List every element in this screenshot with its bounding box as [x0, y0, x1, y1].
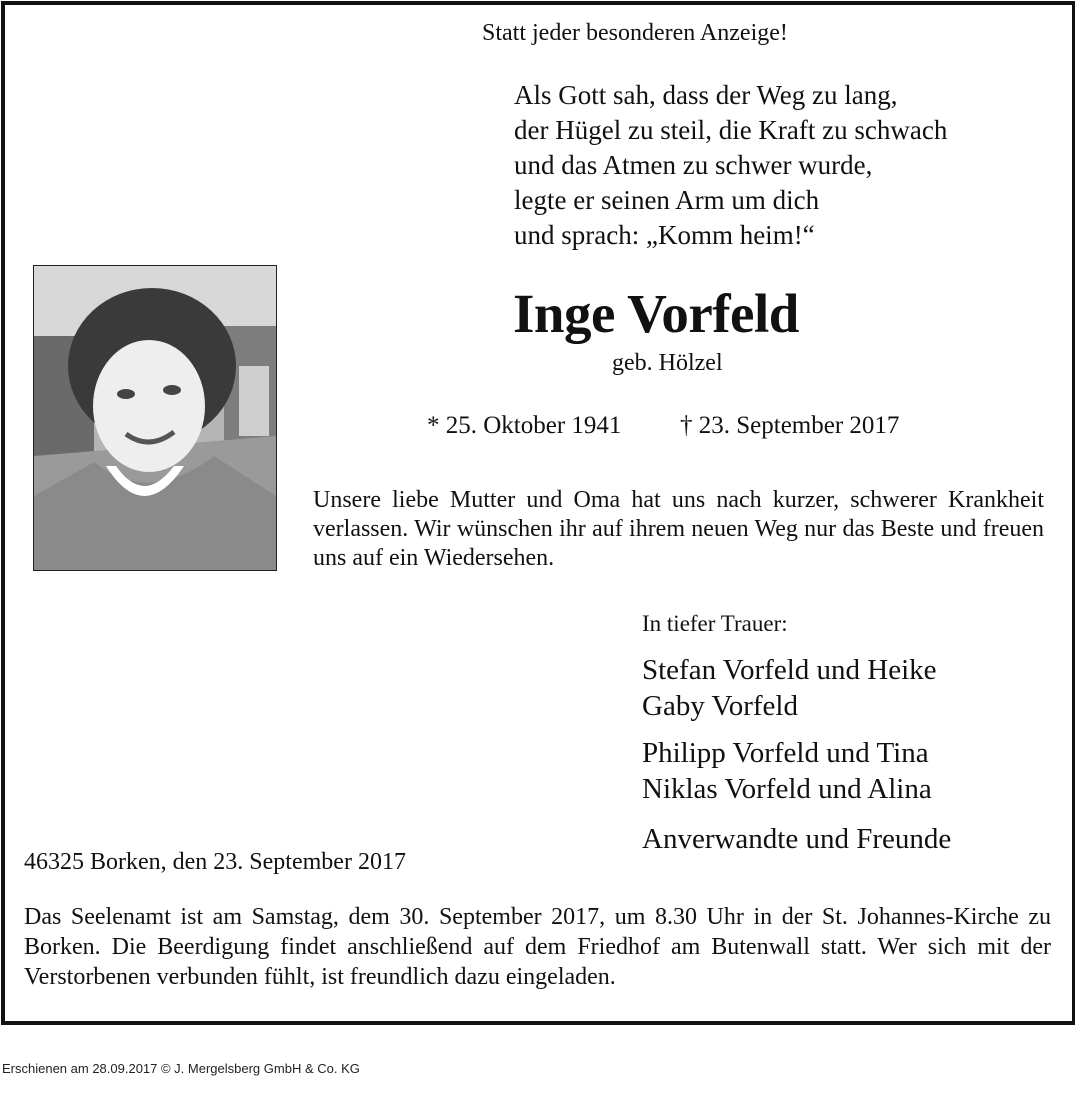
poem-line: und das Atmen zu schwer wurde, — [514, 150, 873, 180]
poem-line: und sprach: „Komm heim!“ — [514, 220, 815, 250]
maiden-name: geb. Hölzel — [612, 350, 723, 376]
notice-header: Statt jeder besonderen Anzeige! — [482, 20, 788, 46]
death-date: † 23. September 2017 — [680, 412, 900, 439]
family-group — [642, 652, 937, 724]
notice-text: Unsere liebe Mutter und Oma hat uns nach kurzer, schwerer Krankheit verlassen. Wir wünschen ihr auf ihrem neuen Weg nur das Beste und freuen uns auf ein Wiedersehen. — [313, 487, 1044, 571]
family-member: Niklas Vorfeld und Alina — [642, 773, 932, 805]
service-info: Das Seelenamt ist am Samstag, dem 30. September 2017, um 8.30 Uhr in der St. Johannes-Kirche zu Borken. Die Beerdigung findet anschließend auf dem Friedhof am Butenwall statt. Wer sich mit der Verstorbenen verbunden fühlt, ist freundlich dazu eingeladen. — [24, 904, 1051, 990]
family-member: Stefan Vorfeld und Heike — [642, 654, 937, 686]
poem-line: legte er seinen Arm um dich — [514, 185, 820, 215]
mourning-label: In tiefer Trauer: — [642, 611, 788, 636]
poem-line: der Hügel zu steil, die Kraft zu schwach — [514, 115, 948, 145]
poem-line: Als Gott sah, dass der Weg zu lang, — [514, 80, 898, 110]
family-member: Gaby Vorfeld — [642, 690, 798, 722]
publication-footer: Erschienen am 28.09.2017 © J. Mergelsberg GmbH & Co. KG — [2, 1061, 360, 1076]
birth-date: * 25. Oktober 1941 — [427, 412, 622, 439]
place-date: 46325 Borken, den 23. September 2017 — [24, 849, 406, 875]
family-group — [642, 821, 951, 857]
family-member: Philipp Vorfeld und Tina — [642, 737, 929, 769]
deceased-name: Inge Vorfeld — [513, 283, 799, 344]
portrait-photo — [33, 265, 277, 571]
portrait-image — [34, 266, 276, 570]
family-group — [642, 735, 932, 807]
poem — [514, 78, 947, 253]
family-member: Anverwandte und Freunde — [642, 823, 952, 855]
